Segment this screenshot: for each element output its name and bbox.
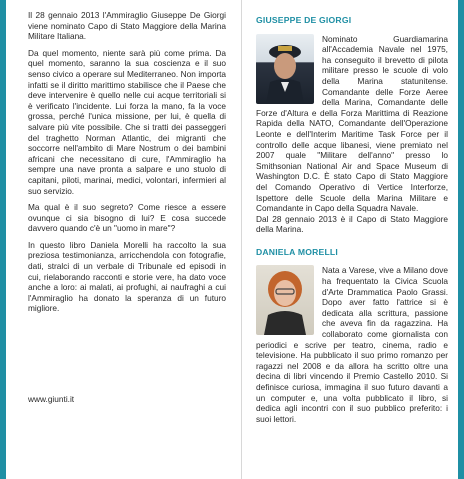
author-bio: Nominato Guardiamarina all'Accademia Navale nel 1975, ha conseguito il brevetto di pilota militare presso le scuole di volo della Marina statunitense. Comandante delle Forze Aeree della Marina, Comandante delle Forze d'Altura e della Forza Marittima di Reazione Rapida della NATO, Comandante dell'Operazione Leonte e dell'Interim Maritime Task Force per il controllo delle acque libanesi, viene premiato nel 2007 quale "Militare dell'anno" presso lo Smithsonian National Air and Space Museum di Washington D.C. È stato Capo di Stato Maggiore del Comando Operativo di Vertice Interforze, Ispettore delle Scuole della Marina Militare e Comandante in Capo della Squadra Navale. <box>256 33 448 214</box>
page-fold <box>241 0 242 479</box>
left-edge-band <box>0 0 6 479</box>
author-name: DANIELA MORELLI <box>256 246 338 257</box>
publisher-website[interactable]: www.giunti.it <box>28 394 75 404</box>
author-section-de-giorgi <box>256 15 448 235</box>
author-photo <box>256 34 314 104</box>
blurb-column <box>28 10 226 320</box>
blurb-paragraph-3: Ma qual è il suo segreto? Come riesce a essere ovunque ci sia bisogno di lui? E cosa succede davvero quando c'è un "uomo in mare"? <box>28 202 226 234</box>
authors-column <box>256 15 448 424</box>
blurb-paragraph-1: Il 28 gennaio 2013 l'Ammiraglio Giuseppe De Giorgi viene nominato Capo di Stato Maggiore della Marina Militare Italiana. <box>28 10 226 42</box>
author-name: GIUSEPPE DE GIORGI <box>256 15 352 25</box>
blurb-paragraph-4: In questo libro Daniela Morelli ha raccolto la sua preziosa testimonianza, arricchendola con fotografie, dati, stralci di un verbale di Tribunale ed episodi in cui, rielaborando racconti e storie vere, ha dato voce anche a loro: ai malati, ai profughi, ai naufraghi a cui l'Ammiraglio ha donato la speranza di un futuro migliore. <box>28 239 226 314</box>
right-edge-band <box>458 0 464 479</box>
blurb-paragraph-2: Da quel momento, niente sarà più come prima. Da quel momento, saranno la sua coscienza e il suo senso civico a operare sul Mediterraneo. Non importa infatti se il diritto marittimo stabilisce che il Paese che deve intervenire è quello nelle cui acque territoriali si è verificato l'incidente. Lui forza la mano, fa la voce grossa, perché l'unica missione, per lui, è quella di salvare più vite possibile. Che si tratti dei passeggeri del traghetto Norman Atlantic, dei migranti che soccorre nell'ambito di Mare Nostrum o dei bambini africani che necessitano di cure, l'Ammiraglio ha sempre una nave pronta a salpare e uno stuolo di capitani, piloti, marinai, medici, volontari, infermieri al suo servizio. <box>28 47 226 196</box>
author-section-morelli <box>256 247 448 425</box>
author-photo <box>256 265 314 335</box>
author-bio: Nata a Varese, vive a Milano dove ha frequentato la Civica Scuola d'Arte Drammatica Paolo Grassi. Dopo aver fatto l'attrice si è dedicata alla scrittura, passione che aveva fin da ragazzina. Ha collaborato come giornalista con periodici e scrive per teatro, cinema, radio e televisione. Ha pubblicato il suo primo romanzo per ragazzi nel 2008 e da allora ha scritto oltre una decina di libri vincendo il Premio Castello 2010. Si definisce curiosa, immagina il suo futuro davanti a un computer e, una volta pubblicato il libro, si dedica agli incontri con il suo pubblico preferito: i suoi lettori. <box>256 265 448 424</box>
author-bio-current-role: Dal 28 gennaio 2013 è il Capo di Stato Maggiore della Marina. <box>256 213 448 235</box>
